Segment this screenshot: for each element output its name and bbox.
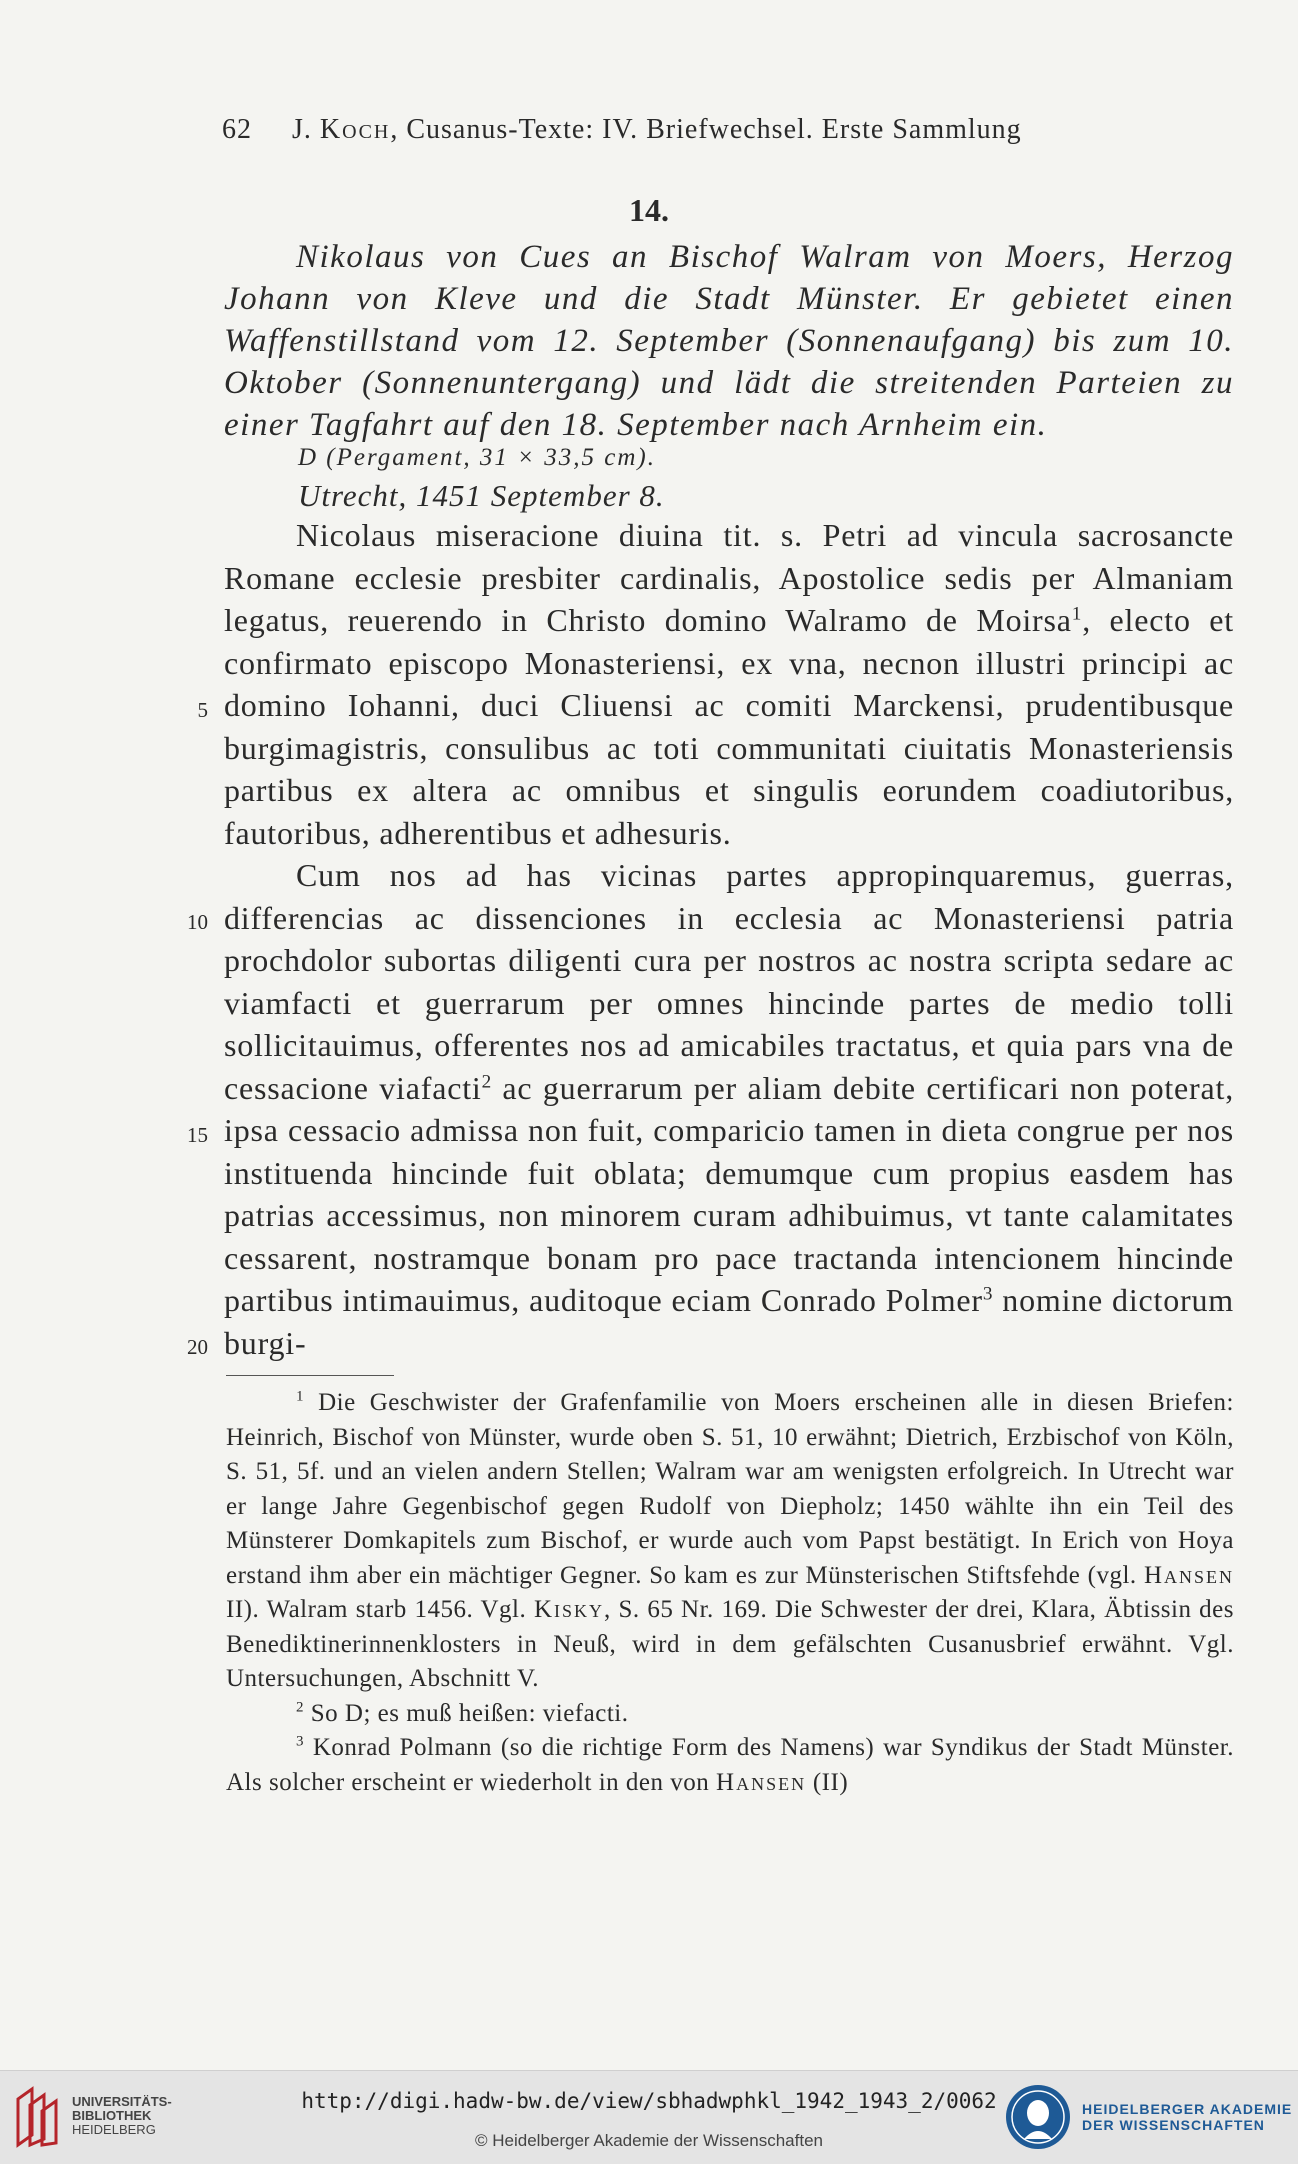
footnote-author: Kisky [533, 1596, 605, 1623]
body-text: , electo et confirmato episcopo Monasteriensi, ex vna, necnon illustri principi ac domino Iohanni, duci Cliuensi ac comiti Marckensi, prudentibusque burgimagistris, consulibus ac toti communitati ciuitatis Monasteriensis partibus ex altera ac omnibus et singulis eorundem coadiutoribus, fautoribus, adherentibus et adhesuris. [224, 602, 1234, 851]
header-author-name: Koch [319, 114, 391, 145]
body-text: Cum nos ad has vicinas partes appropinquaremus, guerras, differencias ac dissenciones in ecclesia ac Monasteriensi patria prochdolor subortas diligenti cura per nostros ac nostra scripta sedare ac viamfacti et guerrarum per omnes hincinde partes de medio tolli sollicitauimus, offerentes nos ad amicabiles tractatus, et quia pars vna de cessacione viafacti [224, 857, 1234, 1106]
footnote-author: Hansen [716, 1768, 807, 1796]
footnote-ref-2[interactable]: 2 [481, 1070, 492, 1092]
permalink-url[interactable]: http://digi.hadw-bw.de/view/sbhadwphkl_1942_1943_2/0062 [301, 2089, 997, 2113]
footnote-ref-3[interactable]: 3 [982, 1283, 994, 1305]
academy-name [1082, 2101, 1292, 2133]
footnote-text: Konrad Polmann (so die richtige Form des Namens) war Syndikus der Stadt Münster. Als solcher erscheint er wiederholt in den von [226, 1734, 1234, 1796]
footnote-mark: 2 [296, 1699, 304, 1716]
academy-name-line: DER WISSENSCHAFTEN [1082, 2117, 1265, 2133]
footnote-text: , S. 65 Nr. 169. Die Schwester der drei, Klara, Äbtissin des Benediktinerinnenklosters in Neuß, wird in dem gefälschten Cusanusbrief erwähnt. Vgl. Untersuchungen, Abschnitt V. [226, 1596, 1234, 1692]
footnote-3 [226, 1731, 1234, 1800]
document-number: 14. [629, 192, 669, 228]
footnote-mark: 1 [296, 1388, 304, 1405]
body-text: Nicolaus miseracione diuina tit. s. Petri ad vincula sacrosancte Romane ecclesie presbiter cardinalis, Apostolice sedis per Almaniam legatus, reuerendo in Christo domino Walramo de Moirsa [224, 517, 1234, 638]
body-paragraph-1 [224, 514, 1234, 854]
footnote-divider [226, 1375, 394, 1376]
line-number: 20 [187, 1335, 208, 1359]
copyright-notice: © Heidelberger Akademie der Wissenschaften [475, 2131, 823, 2150]
ub-name-line: BIBLIOTHEK [72, 2108, 152, 2123]
ub-name-line: UNIVERSITÄTS- [72, 2094, 172, 2109]
line-number: 10 [187, 910, 208, 934]
header-author-prefix: J. [292, 114, 320, 145]
source-note: D (Pergament, 31 × 33,5 cm). [298, 444, 656, 471]
footnote-author: Hansen [1143, 1561, 1234, 1589]
document-date: Utrecht, 1451 September 8. [298, 478, 665, 513]
footnote-2 [226, 1697, 1234, 1732]
viewer-footer [0, 2070, 1298, 2164]
document-rubric [224, 236, 1234, 446]
academy-name-line: HEIDELBERGER AKADEMIE [1082, 2101, 1293, 2117]
academy-seal-icon[interactable] [1004, 2081, 1072, 2153]
footnote-ref-1[interactable]: 1 [1071, 603, 1083, 625]
footnote-text: II). Walram starb 1456. Vgl. [226, 1596, 534, 1623]
header-title: , Cusanus-Texte: IV. Briefwechsel. Erste Sammlung [390, 114, 1022, 145]
running-header [222, 114, 1022, 146]
body-text: ac guerrarum per aliam debite certificari non poterat, ipsa cessacio admissa non fuit, comparicio tamen in dieta congrue per nos instituenda hincinde fuit oblata; demumque cum propius easdem has patrias accessimus, non minorem curam adhibuimus, vt tante calamitates cessarent, nostramque bonam pro pace tractanda intencionem hincinde partibus intimauimus, auditoque eciam Conrado Polmer [224, 1069, 1235, 1318]
body-text: nomine dictorum burgi- [224, 1282, 1234, 1361]
footnote-mark: 3 [296, 1733, 304, 1750]
footnote-text: (II) [806, 1768, 849, 1796]
footnotes [226, 1386, 1234, 1800]
footnote-1 [226, 1386, 1234, 1697]
ub-name-line: HEIDELBERG [72, 2122, 156, 2137]
line-number: 5 [197, 698, 208, 722]
footnote-text: So D; es muß heißen: viefacti. [310, 1699, 629, 1727]
footnote-text: Die Geschwister der Grafenfamilie von Moers erscheinen alle in diesen Briefen: Heinrich, Bischof von Münster, wurde oben S. 51, 10 erwähnt; Dietrich, Erzbischof von Köln, S. 51, 5f. und an vielen andern Stellen; Walram war am wenigsten erfolgreich. In Utrecht war er lange Jahre Gegenbischof gegen Rudolf von Diepholz; 1450 wählte ihn ein Teil des Münsterer Domkapitels zum Bischof, er wurde auch vom Papst bestätigt. In Erich von Hoya erstand ihm aber ein mächtiger Gegner. So kam es zur Münsterischen Stiftsfehde (vgl. [226, 1389, 1235, 1589]
letter-body [224, 514, 1234, 1364]
rubric-text: Nikolaus von Cues an Bischof Walram von Moers, Herzog Johann von Kleve und die Stadt Münster. Er gebietet einen Waffenstillstand vom 12. September (Sonnenaufgang) bis zum 10. Oktober (Sonnenuntergang) und lädt die streitenden Parteien zu einer Tagfahrt auf den 18. September nach Arnheim ein. [224, 239, 1234, 443]
line-number: 15 [187, 1123, 208, 1147]
body-paragraph-2 [224, 854, 1234, 1364]
page-number: 62 [222, 114, 252, 145]
